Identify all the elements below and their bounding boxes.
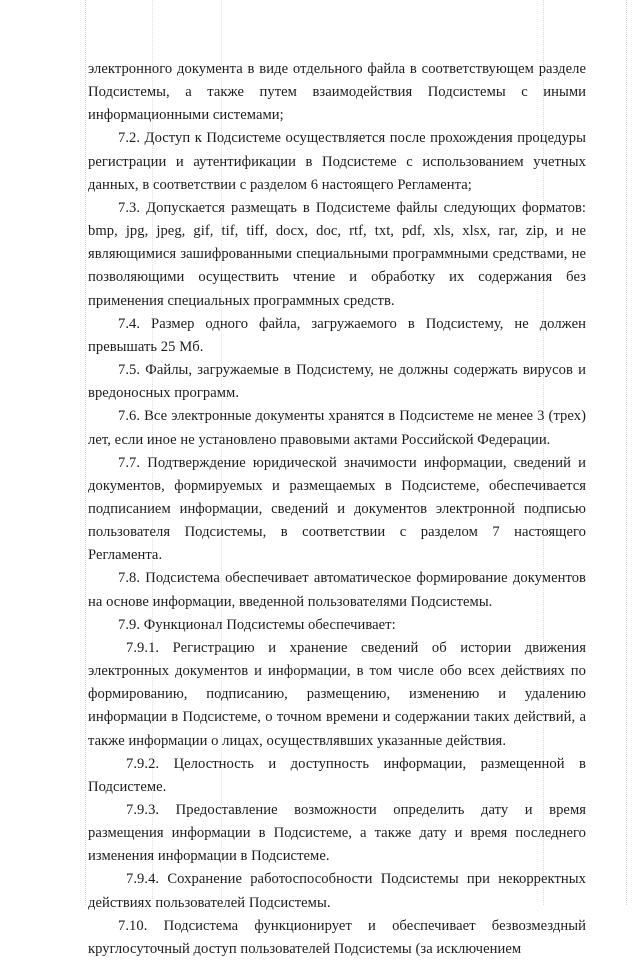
scan-artifact-line xyxy=(626,0,627,905)
paragraph-7-6: 7.6. Все электронные документы хранятся в Подсистеме не менее 3 (трех) лет, если иное не установлено правовыми актами Российской Федерации. xyxy=(88,408,586,448)
paragraph-7-3: 7.3. Допускается размещать в Подсистеме файлы следующих форматов: bmp, jpg, jpeg, gif, tif, tiff, docx, doc, rtf, txt, pdf, xls, xlsx, rar, zip, и не являющимися зашифрованными специальными программными средствами, не позволяющими осуществить чтение и обработку их содержания без применения специальных программных средств. xyxy=(88,199,586,309)
paragraph-7-7: 7.7. Подтверждение юридической значимости информации, сведений и документов, формируемых и размещаемых в Подсистеме, обеспечивается подписанием информации, сведений и документов электронной подписью пользователя Подсистемы, в соответствии с разделом 7 настоящего Регламента. xyxy=(88,454,586,564)
paragraph-7-9-2: 7.9.2. Целостность и доступность информации, размещенной в Подсистеме. xyxy=(88,755,586,795)
document-body xyxy=(88,58,586,961)
paragraph-7-10: 7.10. Подсистема функционирует и обеспечивает безвозмездный круглосуточный доступ пользователей Подсистемы (за исключением xyxy=(88,917,586,957)
paragraph-7-8: 7.8. Подсистема обеспечивает автоматическое формирование документов на основе информации, введенной пользователями Подсистемы. xyxy=(88,570,586,610)
paragraph-7-5: 7.5. Файлы, загружаемые в Подсистему, не должны содержать вирусов и вредоносных программ. xyxy=(88,362,586,402)
paragraph-7-4: 7.4. Размер одного файла, загружаемого в Подсистему, не должен превышать 25 Мб. xyxy=(88,315,586,355)
scan-artifact-line xyxy=(85,0,86,905)
paragraph-7-9-4: 7.9.4. Сохранение работоспособности Подсистемы при некорректных действиях пользователей Подсистемы. xyxy=(88,871,586,911)
paragraph-7-9: 7.9. Функционал Подсистемы обеспечивает: xyxy=(118,616,396,633)
paragraph-continuation: электронного документа в виде отдельного файла в соответствующем разделе Подсистемы, а также путем взаимодействия Подсистемы с иными информационными системами; xyxy=(88,61,586,124)
paragraph-7-9-3: 7.9.3. Предоставление возможности определить дату и время размещения информации в Подсистеме, а также дату и время последнего изменения информации в Подсистеме. xyxy=(88,802,586,865)
paragraph-7-2: 7.2. Доступ к Подсистеме осуществляется после прохождения процедуры регистрации и аутентификации в Подсистеме с использованием учетных данных, в соответствии с разделом 6 настоящего Регламента; xyxy=(88,130,586,193)
paragraph-7-9-1: 7.9.1. Регистрацию и хранение сведений об истории движения электронных документов и информации, в том числе обо всех действиях по формированию, подписанию, размещению, изменению и удалению информации в Подсистеме, о точном времени и содержании таких действий, а также информации о лицах, осуществлявших указанные действия. xyxy=(88,639,586,749)
